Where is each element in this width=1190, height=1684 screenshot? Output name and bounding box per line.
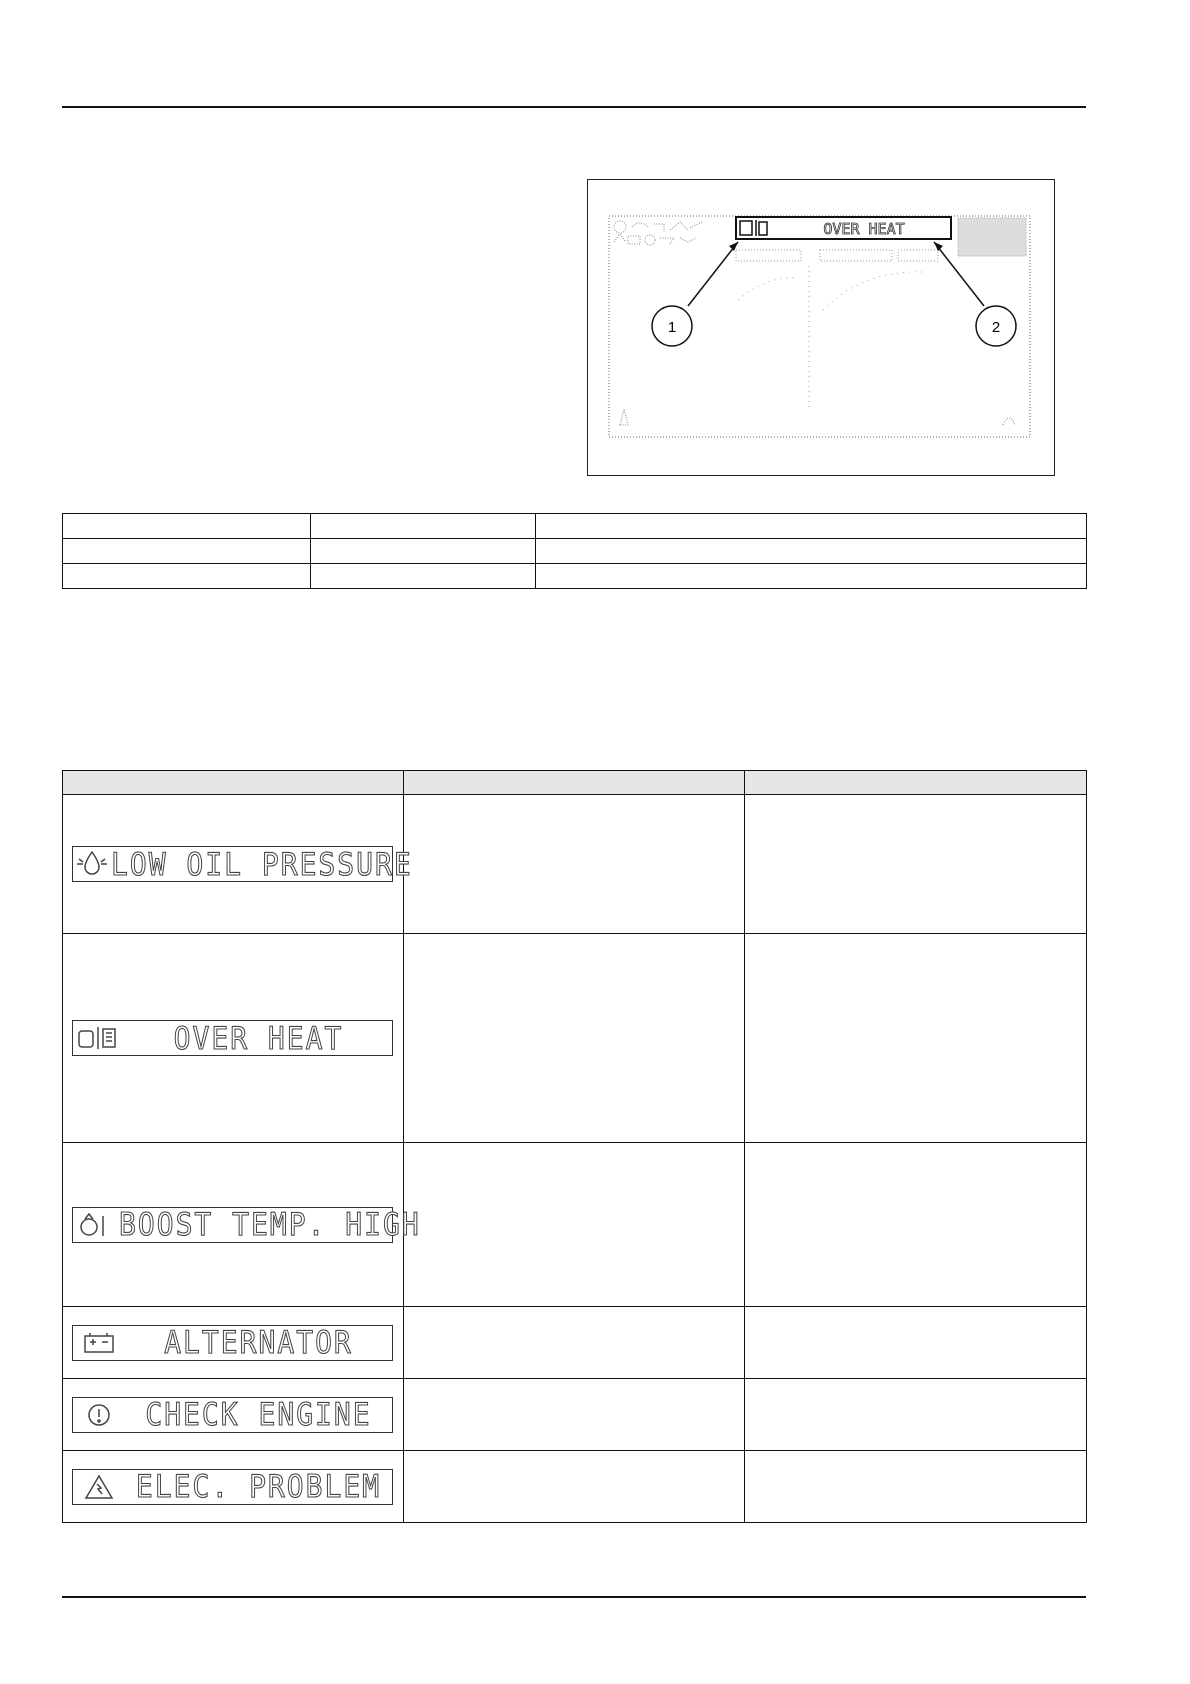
lcd-text: ELEC. PROBLEM: [135, 1468, 382, 1505]
gauge-curve-left: [738, 278, 798, 300]
cause-cell: [404, 1143, 745, 1307]
action-cell: [745, 1143, 1087, 1307]
cause-cell: [404, 1379, 745, 1451]
alarm-table: [62, 770, 1087, 1523]
action-cell: [745, 934, 1087, 1143]
message-cell: [63, 1451, 404, 1523]
lcd-message: [72, 1206, 421, 1243]
table-row: [63, 514, 1087, 539]
callout-2-label: 2: [991, 319, 1001, 336]
top-rule: [62, 106, 1086, 108]
table-row: [63, 1379, 1087, 1451]
battery-icon: [73, 1326, 125, 1360]
status-icons-left: [614, 221, 702, 245]
reference-table: [62, 513, 1087, 589]
lcd-message: [72, 1020, 393, 1056]
table-cell: [311, 514, 536, 539]
lcd-text: OVER HEAT: [173, 1019, 344, 1057]
action-cell: [745, 795, 1087, 934]
callout-1-leader: [688, 242, 738, 306]
lcd-message: [72, 1325, 393, 1361]
display-figure: [587, 179, 1055, 476]
action-cell: [745, 1307, 1087, 1379]
lcd-text: CHECK ENGINE: [145, 1396, 372, 1433]
table-row: [63, 1143, 1087, 1307]
cause-cell: [404, 1451, 745, 1523]
column-header: [63, 771, 404, 795]
cause-cell: [404, 934, 745, 1143]
table-row: [63, 1307, 1087, 1379]
message-cell: [63, 795, 413, 934]
table-header-row: [63, 771, 1087, 795]
table-row: [63, 564, 1087, 589]
action-cell: [745, 1379, 1087, 1451]
column-header: [745, 771, 1087, 795]
lcd-text: ALTERNATOR: [164, 1324, 353, 1361]
table-cell: [536, 539, 1087, 564]
column-header: [404, 771, 745, 795]
gauge-labels: [736, 250, 938, 261]
coolant-temperature-icon: [740, 220, 767, 236]
action-cell: [745, 1451, 1087, 1523]
table-row: [63, 795, 1087, 934]
callout-2-arrowhead: [934, 242, 943, 251]
table-cell: [311, 539, 536, 564]
display-diagram: [588, 180, 1054, 475]
table-cell: [63, 564, 311, 589]
engine-oil-pressure-icon: [73, 847, 111, 881]
bottom-right-icon: [1003, 418, 1015, 425]
message-cell: [63, 1143, 421, 1307]
message-cell: [63, 1307, 404, 1379]
right-status-block: [958, 218, 1026, 256]
message-cell: [63, 934, 404, 1143]
bottom-rule: [62, 1596, 1086, 1598]
lcd-message: [72, 1469, 393, 1505]
table-cell: [311, 564, 536, 589]
gauge-curve-right: [823, 272, 923, 310]
table-cell: [536, 564, 1087, 589]
table-row: [63, 934, 1087, 1143]
table-row: [63, 539, 1087, 564]
boost-temperature-icon: [73, 1208, 111, 1242]
coolant-temperature-icon: [73, 1021, 125, 1055]
cause-cell: [404, 795, 745, 934]
warning-triangle-icon: [73, 1470, 125, 1504]
lcd-message: [72, 1397, 393, 1433]
table-cell: [63, 539, 311, 564]
table-row: [63, 1451, 1087, 1523]
message-cell: [63, 1379, 404, 1451]
check-engine-icon: [73, 1398, 125, 1432]
table-cell: [536, 514, 1087, 539]
callout-1-label: 1: [667, 319, 677, 336]
cause-cell: [404, 1307, 745, 1379]
table-cell: [63, 514, 311, 539]
lcd-text: BOOST TEMP. HIGH: [119, 1206, 421, 1243]
screen-title: OVER HEAT: [823, 220, 905, 238]
lcd-text: LOW OIL PRESSURE: [111, 845, 413, 883]
lcd-message: [72, 845, 413, 883]
bottom-left-icon: [620, 409, 628, 425]
